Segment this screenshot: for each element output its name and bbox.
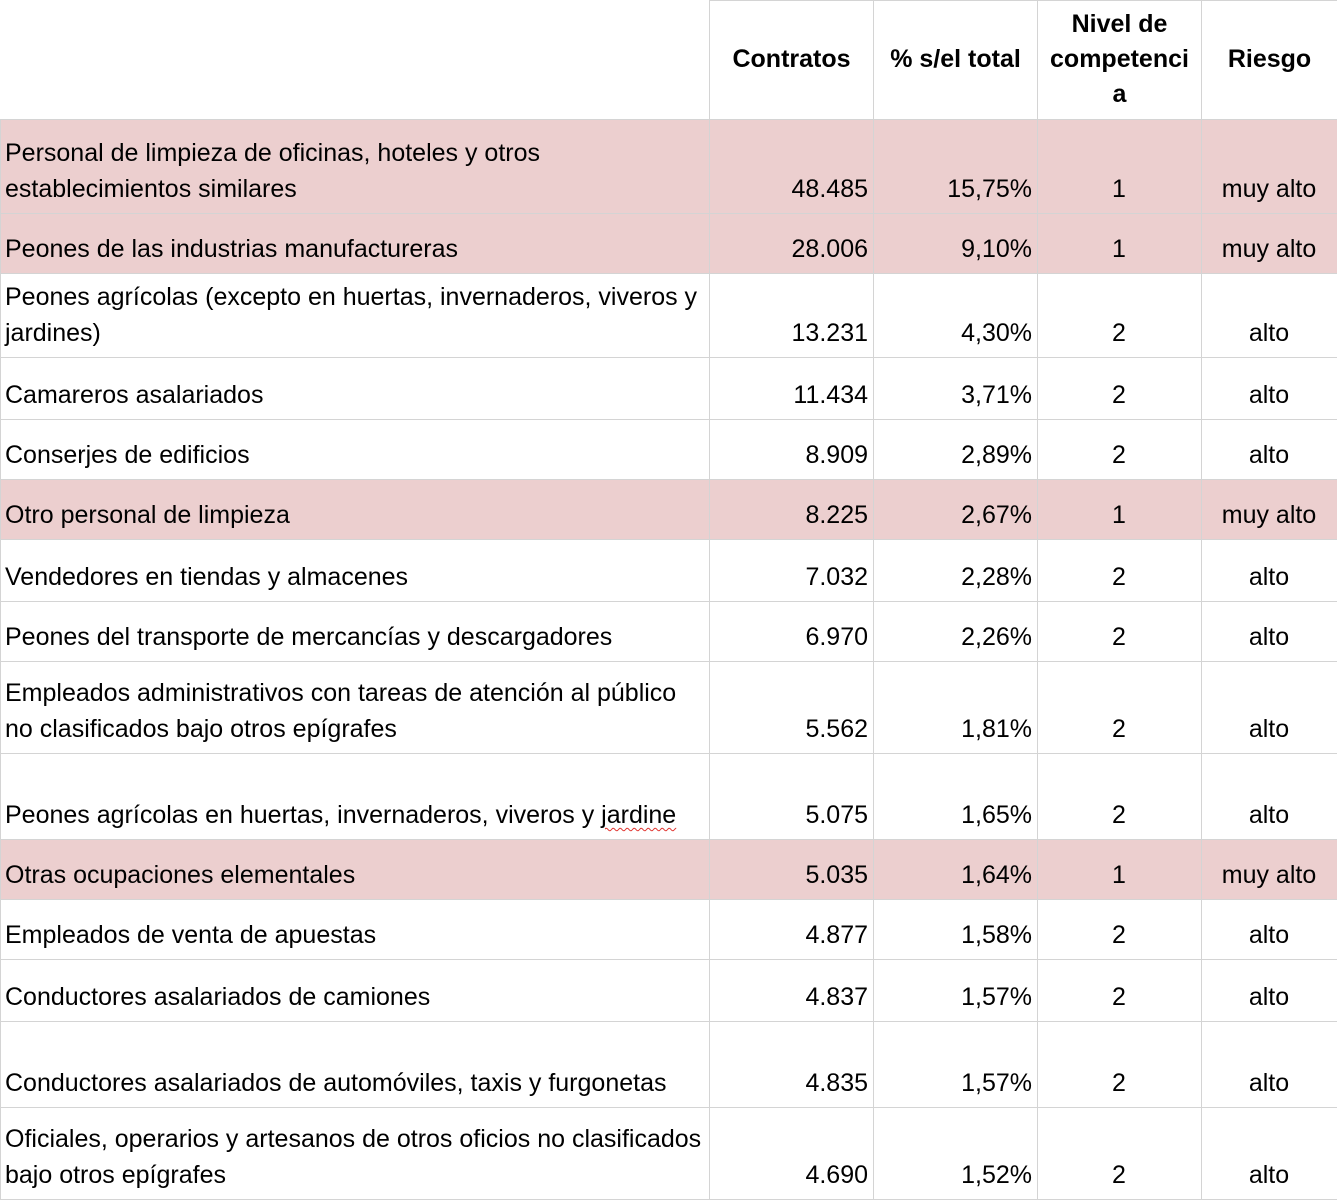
cell-risk[interactable]: alto <box>1202 662 1337 754</box>
cell-contracts[interactable]: 7.032 <box>710 540 874 602</box>
occupation-text: Empleados de venta de apuestas <box>5 921 376 949</box>
cell-percent[interactable]: 4,30% <box>874 274 1038 358</box>
table-row <box>1 120 1337 214</box>
cell-percent[interactable]: 1,57% <box>874 960 1038 1022</box>
cell-level[interactable]: 2 <box>1038 358 1202 420</box>
cell-level[interactable]: 2 <box>1038 900 1202 960</box>
cell-percent[interactable]: 1,65% <box>874 754 1038 840</box>
table-row <box>1 1108 1337 1200</box>
cell-level[interactable]: 1 <box>1038 480 1202 540</box>
occupation-text: Empleados administrativos con tareas de atención al público no clasificados bajo otros epígrafes <box>5 679 676 743</box>
occupation-text: Personal de limpieza de oficinas, hoteles y otros establecimientos similares <box>5 139 540 203</box>
occupation-text: Conserjes de edificios <box>5 441 250 469</box>
cell-level[interactable]: 2 <box>1038 540 1202 602</box>
cell-contracts[interactable]: 5.035 <box>710 840 874 900</box>
cell-occupation[interactable] <box>1 214 710 274</box>
cell-risk[interactable]: alto <box>1202 754 1337 840</box>
cell-percent[interactable]: 15,75% <box>874 120 1038 214</box>
cell-contracts[interactable]: 5.075 <box>710 754 874 840</box>
cell-contracts[interactable]: 8.909 <box>710 420 874 480</box>
cell-contracts[interactable]: 8.225 <box>710 480 874 540</box>
cell-occupation[interactable] <box>1 274 710 358</box>
cell-level[interactable]: 1 <box>1038 120 1202 214</box>
occupation-text: Otro personal de limpieza <box>5 501 290 529</box>
occupation-text: Peones del transporte de mercancías y descargadores <box>5 623 612 651</box>
cell-percent[interactable]: 1,52% <box>874 1108 1038 1200</box>
cell-occupation[interactable] <box>1 120 710 214</box>
cell-occupation[interactable] <box>1 420 710 480</box>
cell-occupation[interactable] <box>1 960 710 1022</box>
cell-percent[interactable]: 2,26% <box>874 602 1038 662</box>
cell-occupation[interactable] <box>1 662 710 754</box>
cell-contracts[interactable]: 5.562 <box>710 662 874 754</box>
table-row <box>1 840 1337 900</box>
cell-level[interactable]: 2 <box>1038 662 1202 754</box>
cell-risk[interactable]: alto <box>1202 960 1337 1022</box>
table-row <box>1 480 1337 540</box>
cell-occupation[interactable] <box>1 480 710 540</box>
occupation-text: Oficiales, operarios y artesanos de otros oficios no clasificados bajo otros epígrafes <box>5 1125 701 1189</box>
table-row <box>1 540 1337 602</box>
cell-contracts[interactable]: 6.970 <box>710 602 874 662</box>
header-percent[interactable]: % s/el total <box>874 1 1038 120</box>
cell-risk[interactable]: alto <box>1202 540 1337 602</box>
cell-percent[interactable]: 2,28% <box>874 540 1038 602</box>
cell-level[interactable]: 2 <box>1038 1022 1202 1108</box>
cell-percent[interactable]: 1,58% <box>874 900 1038 960</box>
table-body <box>1 120 1337 1200</box>
cell-level[interactable]: 2 <box>1038 274 1202 358</box>
cell-occupation[interactable] <box>1 840 710 900</box>
table-row <box>1 754 1337 840</box>
table-row <box>1 420 1337 480</box>
occupation-text: Conductores asalariados de automóviles, taxis y furgonetas <box>5 1069 666 1097</box>
table-row <box>1 900 1337 960</box>
cell-level[interactable]: 2 <box>1038 754 1202 840</box>
cell-level[interactable]: 1 <box>1038 214 1202 274</box>
cell-contracts[interactable]: 4.837 <box>710 960 874 1022</box>
cell-contracts[interactable]: 48.485 <box>710 120 874 214</box>
table-row <box>1 662 1337 754</box>
cell-occupation[interactable] <box>1 1022 710 1108</box>
cell-level[interactable]: 2 <box>1038 960 1202 1022</box>
occupation-text-spellcheck: jardine <box>601 801 676 829</box>
cell-occupation[interactable] <box>1 754 710 840</box>
cell-occupation[interactable] <box>1 358 710 420</box>
cell-risk[interactable]: alto <box>1202 1108 1337 1200</box>
cell-risk[interactable]: alto <box>1202 274 1337 358</box>
cell-contracts[interactable]: 13.231 <box>710 274 874 358</box>
cell-occupation[interactable] <box>1 1108 710 1200</box>
cell-contracts[interactable]: 4.835 <box>710 1022 874 1108</box>
table-row <box>1 602 1337 662</box>
header-occupation[interactable] <box>1 1 710 120</box>
cell-percent[interactable]: 2,89% <box>874 420 1038 480</box>
cell-risk[interactable]: alto <box>1202 358 1337 420</box>
cell-level[interactable]: 2 <box>1038 1108 1202 1200</box>
table-row <box>1 358 1337 420</box>
cell-occupation[interactable] <box>1 900 710 960</box>
cell-risk[interactable]: alto <box>1202 900 1337 960</box>
cell-percent[interactable]: 2,67% <box>874 480 1038 540</box>
cell-percent[interactable]: 3,71% <box>874 358 1038 420</box>
occupation-text: Camareros asalariados <box>5 381 263 409</box>
cell-risk[interactable]: muy alto <box>1202 480 1337 540</box>
header-risk[interactable]: Riesgo <box>1202 1 1337 120</box>
cell-percent[interactable]: 1,57% <box>874 1022 1038 1108</box>
cell-level[interactable]: 2 <box>1038 602 1202 662</box>
occupation-text: Peones agrícolas en huertas, invernaderos, viveros y <box>5 801 601 829</box>
cell-percent[interactable]: 1,64% <box>874 840 1038 900</box>
cell-risk[interactable]: muy alto <box>1202 214 1337 274</box>
occupation-text: Otras ocupaciones elementales <box>5 861 355 889</box>
header-level[interactable]: Nivel de competenci a <box>1038 1 1202 120</box>
table-row <box>1 274 1337 358</box>
cell-risk[interactable]: muy alto <box>1202 120 1337 214</box>
cell-contracts[interactable]: 4.690 <box>710 1108 874 1200</box>
cell-contracts[interactable]: 11.434 <box>710 358 874 420</box>
cell-contracts[interactable]: 4.877 <box>710 900 874 960</box>
occupation-text: Vendedores en tiendas y almacenes <box>5 563 408 591</box>
cell-contracts[interactable]: 28.006 <box>710 214 874 274</box>
cell-risk[interactable]: muy alto <box>1202 840 1337 900</box>
occupation-text: Peones agrícolas (excepto en huertas, invernaderos, viveros y jardines) <box>5 283 697 347</box>
occupation-text: Peones de las industrias manufactureras <box>5 235 458 263</box>
cell-occupation[interactable] <box>1 540 710 602</box>
cell-percent[interactable]: 9,10% <box>874 214 1038 274</box>
cell-risk[interactable]: alto <box>1202 420 1337 480</box>
cell-level[interactable]: 1 <box>1038 840 1202 900</box>
header-contracts[interactable]: Contratos <box>710 1 874 120</box>
table-row <box>1 214 1337 274</box>
header-row <box>1 1 1337 120</box>
table-row <box>1 1022 1337 1108</box>
cell-risk[interactable]: alto <box>1202 1022 1337 1108</box>
occupation-text: Conductores asalariados de camiones <box>5 983 430 1011</box>
cell-percent[interactable]: 1,81% <box>874 662 1038 754</box>
table-row <box>1 960 1337 1022</box>
cell-risk[interactable]: alto <box>1202 602 1337 662</box>
cell-level[interactable]: 2 <box>1038 420 1202 480</box>
cell-occupation[interactable] <box>1 602 710 662</box>
